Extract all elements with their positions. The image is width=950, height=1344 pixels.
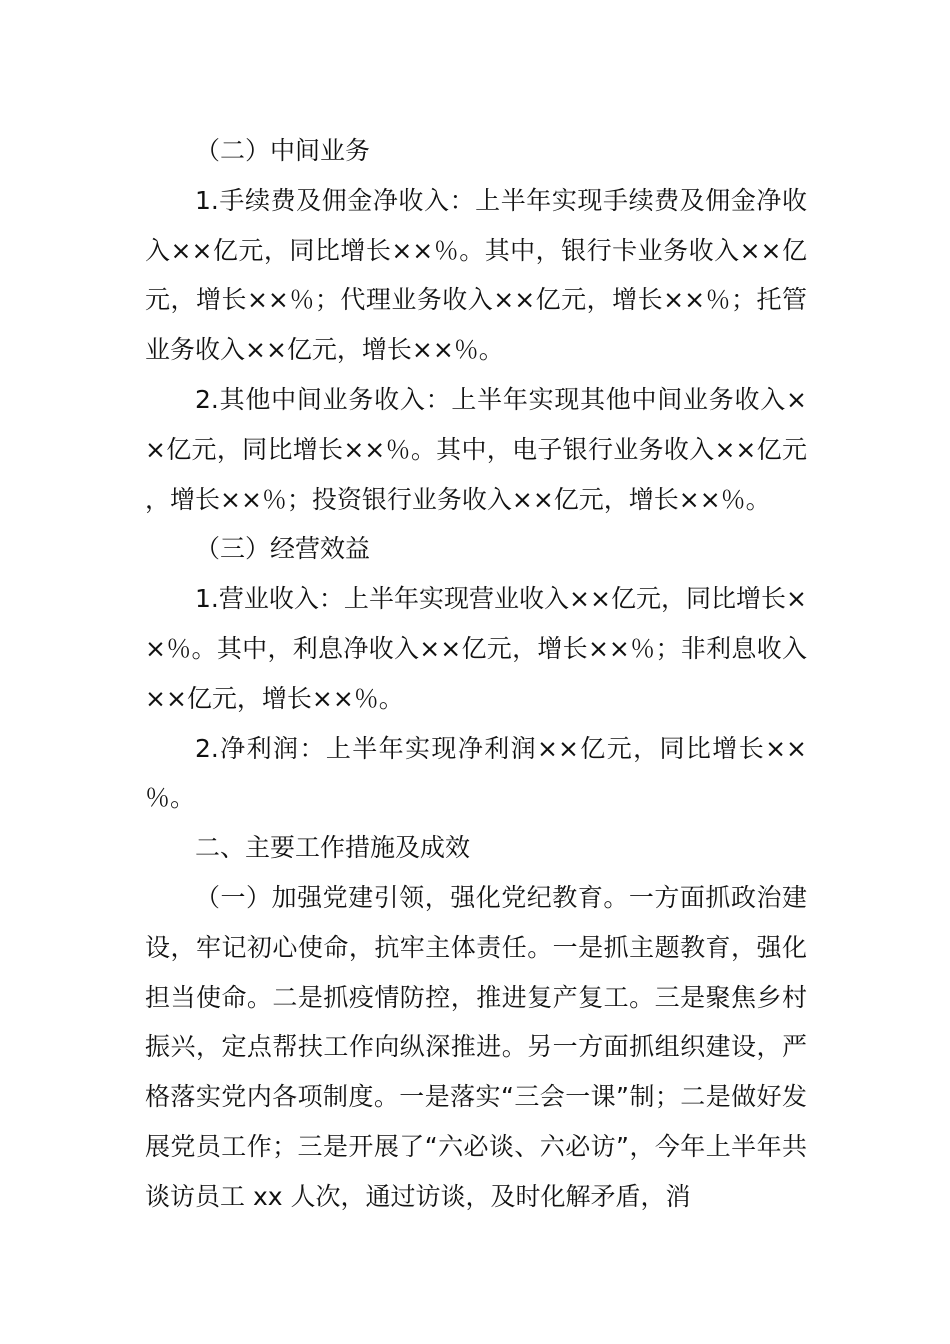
section-heading-main-measures: 二、主要工作措施及成效 [195, 833, 471, 863]
paragraph-party-building: （一）加强党建引领，强化党纪教育。一方面抓政治建设，牢记初心使命，抗牢主体责任。一是抓主题教育，强化担当使命。二是抓疫情防控，推进复产复工。三是聚焦乡村振兴，定点帮扶工作向纵深推进。另一方面抓组织建设，严格落实党内各项制度。一是落实“三会一课”制；二是做好发展党员工作；三是开展了“六必谈、六必访”，今年上半年共谈访员工 xx 人次，通过访谈，及时化解矛盾，消 [145, 882, 807, 1211]
document-body [145, 126, 807, 1222]
sub-heading-intermediate-business: （二）中间业务 [195, 136, 371, 165]
paragraph-fee-commission-income: 1.手续费及佣金净收入：上半年实现手续费及佣金净收入××亿元，同比增长××％。其中，银行卡业务收入××亿元，增长××％；代理业务收入××亿元，增长××％；托管业务收入××亿元，增长××％。 [145, 185, 807, 365]
sub-heading-operating-efficiency: （三）经营效益 [195, 534, 371, 564]
paragraph-net-profit: 2.净利润：上半年实现净利润××亿元，同比增长×× ％。 [145, 733, 807, 813]
paragraph-other-intermediate-income: 2.其他中间业务收入：上半年实现其他中间业务收入××亿元，同比增长××％。其中，电子银行业务收入××亿元，增长××％；投资银行业务收入××亿元，增长××％。 [145, 384, 807, 514]
paragraph-operating-revenue: 1.营业收入：上半年实现营业收入××亿元，同比增长××％。其中，利息净收入××亿元，增长××％；非利息收入××亿元，增长××％。 [145, 584, 807, 713]
